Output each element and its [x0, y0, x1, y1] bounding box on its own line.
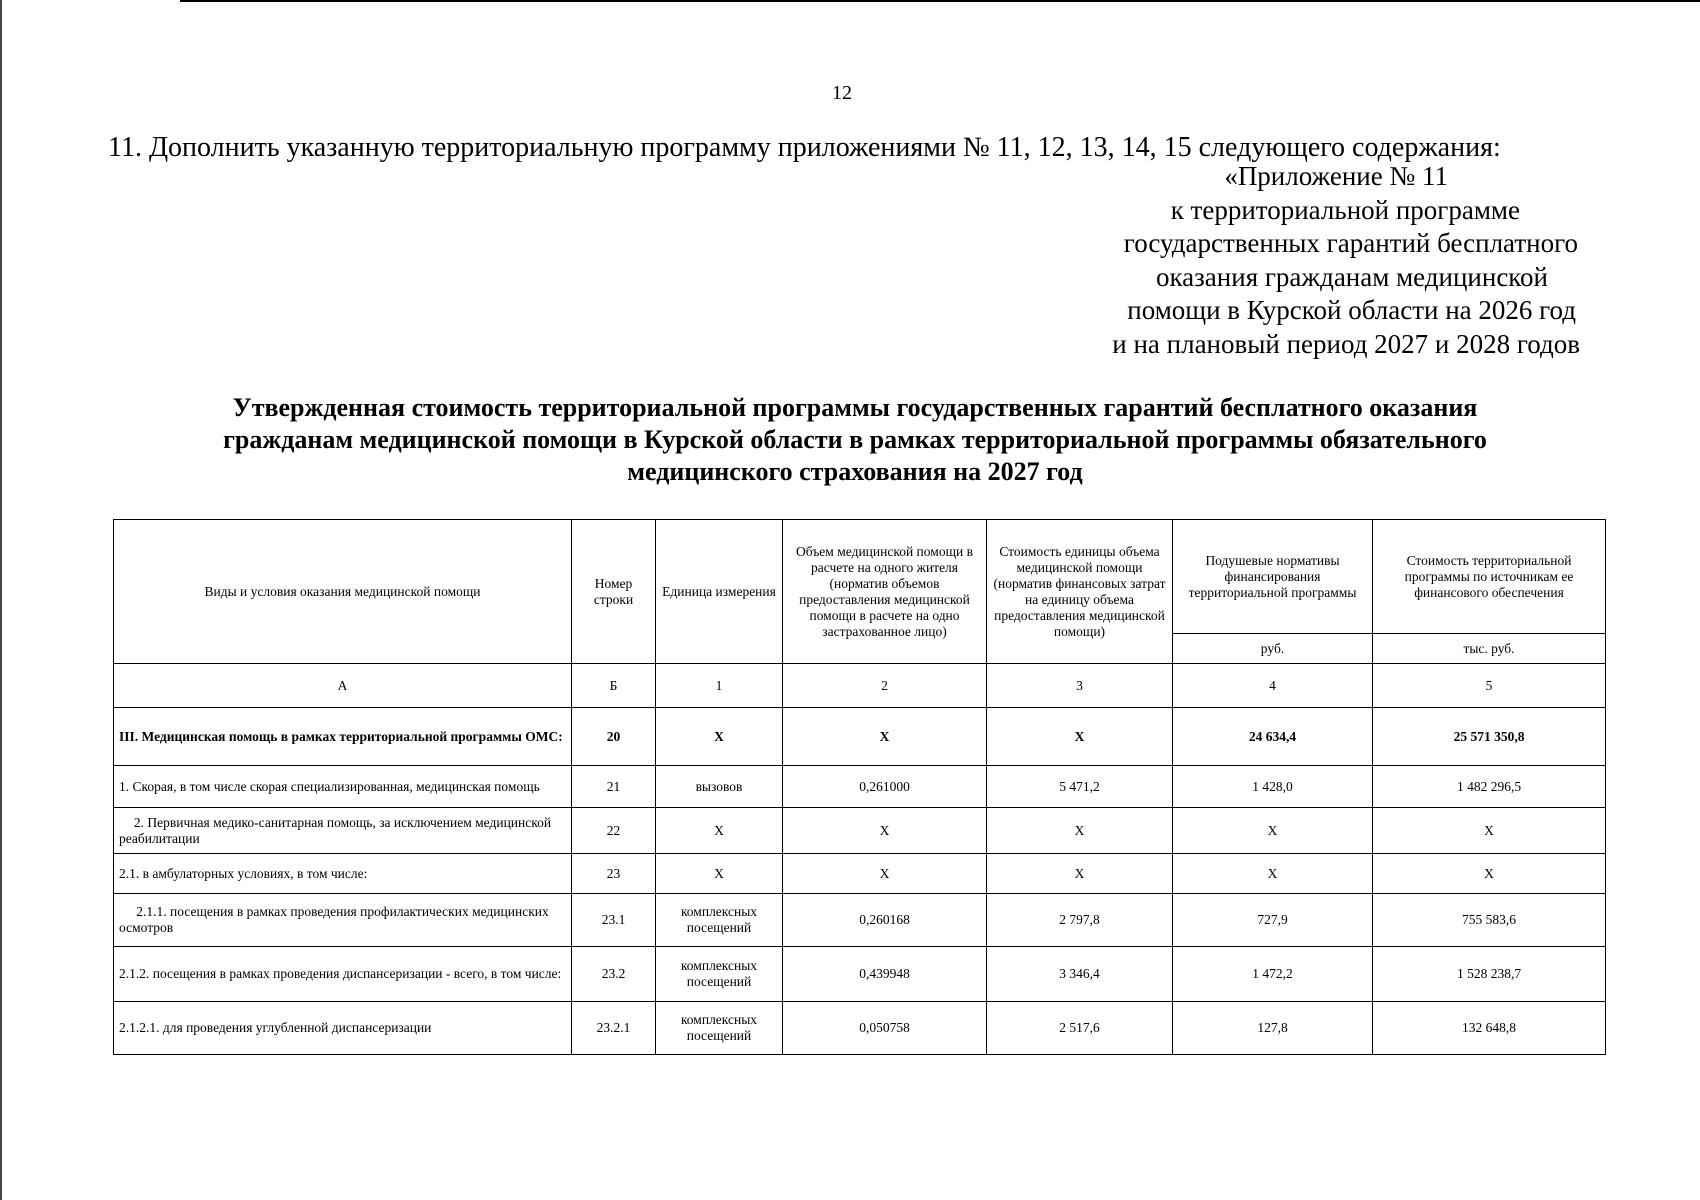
- row-unit-cost: X: [987, 854, 1173, 894]
- row-volume: X: [783, 808, 987, 854]
- row-unit: X: [656, 808, 783, 854]
- row-name: 2.1.2.1. для проведения углубленной диспансеризации: [114, 1002, 572, 1055]
- row-total-cost: 132 648,8: [1373, 1002, 1606, 1055]
- header-row-number: Номер строки: [572, 520, 656, 664]
- table-index-row: [114, 664, 1606, 708]
- row-per-capita: X: [1173, 808, 1373, 854]
- header-total-cost: Стоимость территориальной программы по источникам ее финансового обеспечения: [1373, 520, 1606, 634]
- row-number: 23.2.1: [572, 1002, 656, 1055]
- page-number: 12: [832, 82, 852, 104]
- table-row: [114, 854, 1606, 894]
- row-total-cost: 1 482 296,5: [1373, 766, 1606, 808]
- table-row: [114, 894, 1606, 947]
- appendix-line: оказания гражданам медицинской: [1155, 261, 1548, 292]
- row-unit: комплексных посещений: [656, 947, 783, 1002]
- row-unit-cost: 2 797,8: [987, 894, 1173, 947]
- index-cell: 3: [987, 664, 1173, 708]
- row-per-capita: 24 634,4: [1173, 708, 1373, 766]
- appendix-header: [1060, 160, 1580, 361]
- row-unit-cost: 5 471,2: [987, 766, 1173, 808]
- left-scan-edge: [0, 0, 2, 1200]
- title-line: Утвержденная стоимость территориальной программы государственных гарантий бесплатного оказания: [232, 393, 1478, 422]
- document-title: [110, 392, 1600, 488]
- row-per-capita: 1 472,2: [1173, 947, 1373, 1002]
- table-row: [114, 708, 1606, 766]
- row-volume: X: [783, 854, 987, 894]
- row-volume: X: [783, 708, 987, 766]
- row-per-capita: 1 428,0: [1173, 766, 1373, 808]
- row-name: 1. Скорая, в том числе скорая специализированная, медицинская помощь: [114, 766, 572, 808]
- index-cell: 5: [1373, 664, 1606, 708]
- index-cell: Б: [572, 664, 656, 708]
- row-total-cost: X: [1373, 808, 1606, 854]
- row-total-cost: X: [1373, 854, 1606, 894]
- row-per-capita: 127,8: [1173, 1002, 1373, 1055]
- row-number: 20: [572, 708, 656, 766]
- appendix-line: помощи в Курской области на 2026 год: [1127, 295, 1576, 325]
- intro-paragraph: 11. Дополнить указанную территориальную программу приложениями № 11, 12, 13, 14, 15 следующего содержания:: [108, 132, 1501, 163]
- index-cell: 2: [783, 664, 987, 708]
- title-line: гражданам медицинской помощи в Курской области в рамках территориальной программы обязательного: [223, 425, 1487, 454]
- row-total-cost: 1 528 238,7: [1373, 947, 1606, 1002]
- row-unit: X: [656, 708, 783, 766]
- header-unit: Единица измерения: [656, 520, 783, 664]
- header-per-capita: Подушевые нормативы финансирования территориальной программы: [1173, 520, 1373, 634]
- row-number: 21: [572, 766, 656, 808]
- row-unit: X: [656, 854, 783, 894]
- table-row: [114, 766, 1606, 808]
- row-total-cost: 25 571 350,8: [1373, 708, 1606, 766]
- header-per-capita-unit: руб.: [1173, 634, 1373, 664]
- row-total-cost: 755 583,6: [1373, 894, 1606, 947]
- row-number: 23: [572, 854, 656, 894]
- row-unit: вызовов: [656, 766, 783, 808]
- cost-table: [113, 519, 1606, 1055]
- row-number: 23.1: [572, 894, 656, 947]
- appendix-line: «Приложение № 11: [1224, 161, 1448, 191]
- header-volume: Объем медицинской помощи в расчете на одного жителя (норматив объемов предоставления медицинской помощи в расчете на одно застрахованное лицо): [783, 520, 987, 664]
- row-volume: 0,050758: [783, 1002, 987, 1055]
- title-line: медицинского страхования на 2027 год: [627, 457, 1083, 486]
- table-row: [114, 947, 1606, 1002]
- row-unit-cost: 3 346,4: [987, 947, 1173, 1002]
- row-number: 22: [572, 808, 656, 854]
- row-volume: 0,261000: [783, 766, 987, 808]
- row-unit-cost: 2 517,6: [987, 1002, 1173, 1055]
- row-per-capita: X: [1173, 854, 1373, 894]
- index-cell: А: [114, 664, 572, 708]
- row-unit: комплексных посещений: [656, 894, 783, 947]
- row-volume: 0,260168: [783, 894, 987, 947]
- appendix-line: государственных гарантий бесплатного: [1123, 228, 1578, 258]
- table-header-row: [114, 520, 1606, 634]
- table-row: [114, 1002, 1606, 1055]
- row-per-capita: 727,9: [1173, 894, 1373, 947]
- row-name: 2.1.2. посещения в рамках проведения диспансеризации - всего, в том числе:: [114, 947, 572, 1002]
- header-unit-cost: Стоимость единицы объема медицинской помощи (норматив финансовых затрат на единицу объема предоставления медицинской помощи): [987, 520, 1173, 664]
- appendix-line: и на плановый период 2027 и 2028 годов: [1112, 328, 1580, 359]
- header-kind: Виды и условия оказания медицинской помощи: [114, 520, 572, 664]
- row-name: 2.1. в амбулаторных условиях, в том числе:: [114, 854, 572, 894]
- row-name: 2.1.1. посещения в рамках проведения профилактических медицинских осмотров: [114, 894, 572, 947]
- header-total-unit: тыс. руб.: [1373, 634, 1606, 664]
- index-cell: 4: [1173, 664, 1373, 708]
- row-volume: 0,439948: [783, 947, 987, 1002]
- row-number: 23.2: [572, 947, 656, 1002]
- appendix-line: к территориальной программе: [1170, 194, 1520, 225]
- row-unit-cost: X: [987, 708, 1173, 766]
- row-unit-cost: X: [987, 808, 1173, 854]
- table-row: [114, 808, 1606, 854]
- top-border-line: [180, 0, 1700, 2]
- index-cell: 1: [656, 664, 783, 708]
- row-name: 2. Первичная медико-санитарная помощь, за исключением медицинской реабилитации: [114, 808, 572, 854]
- row-unit: комплексных посещений: [656, 1002, 783, 1055]
- row-name: III. Медицинская помощь в рамках территориальной программы ОМС:: [114, 708, 572, 766]
